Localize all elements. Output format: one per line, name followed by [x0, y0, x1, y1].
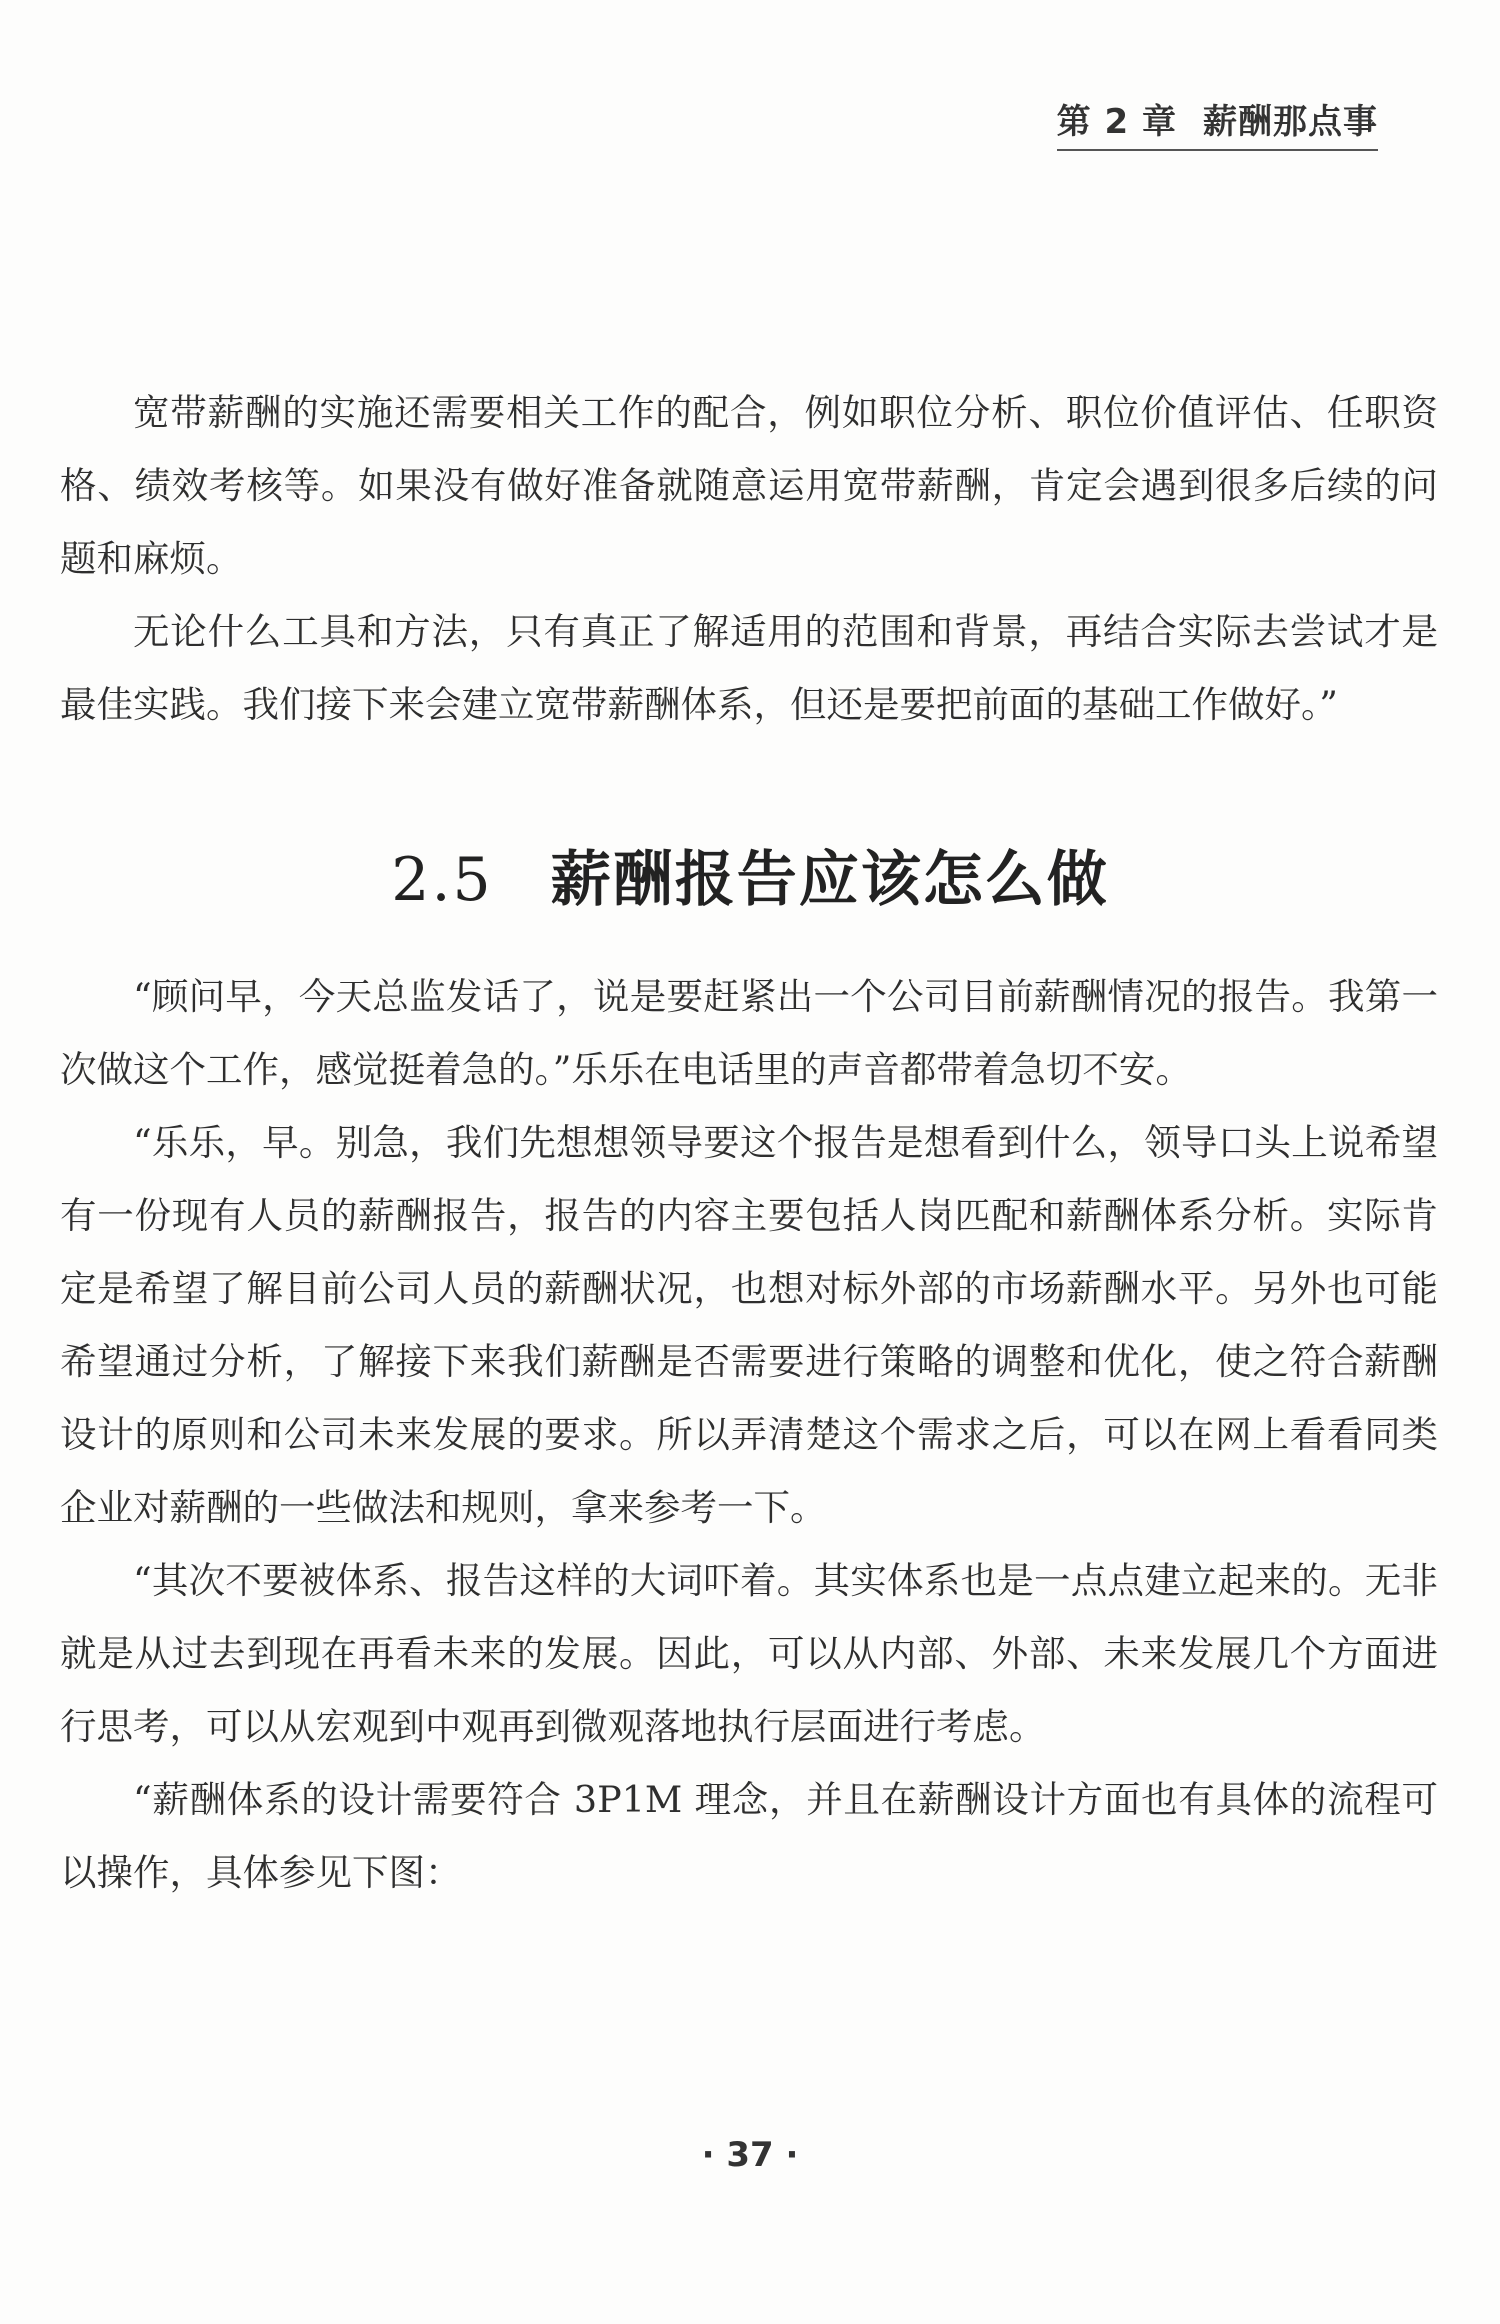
text-block-before-section [60, 376, 1438, 741]
paragraph: 无论什么工具和方法，只有真正了解适用的范围和背景，再结合实际去尝试才是最佳实践。我们接下来会建立宽带薪酬体系，但还是要把前面的基础工作做好。” [60, 610, 1438, 726]
paragraph: “乐乐，早。别急，我们先想想领导要这个报告是想看到什么，领导口头上说希望有一份现有人员的薪酬报告，报告的内容主要包括人岗匹配和薪酬体系分析。实际肯定是希望了解目前公司人员的薪酬状况，也想对标外部的市场薪酬水平。另外也可能希望通过分析，了解接下来我们薪酬是否需要进行策略的调整和优化，使之符合薪酬设计的原则和公司未来发展的要求。所以弄清楚这个需求之后，可以在网上看看同类企业对薪酬的一些做法和规则，拿来参考一下。 [60, 1121, 1438, 1529]
section-heading [0, 832, 1500, 918]
section-title: 薪酬报告应该怎么做 [550, 845, 1109, 915]
paragraph: “其次不要被体系、报告这样的大词吓着。其实体系也是一点点建立起来的。无非就是从过去到现在再看未来的发展。因此，可以从内部、外部、未来发展几个方面进行思考，可以从宏观到中观再到微观落地执行层面进行考虑。 [60, 1559, 1438, 1748]
paragraph: “薪酬体系的设计需要符合 3P1M 理念，并且在薪酬设计方面也有具体的流程可以操作，具体参见下图： [60, 1778, 1438, 1894]
chapter-number: 第 2 章 [1056, 102, 1177, 142]
paragraph: 宽带薪酬的实施还需要相关工作的配合，例如职位分析、职位价值评估、任职资格、绩效考核等。如果没有做好准备就随意运用宽带薪酬，肯定会遇到很多后续的问题和麻烦。 [60, 391, 1438, 580]
paragraph: “顾问早，今天总监发话了，说是要赶紧出一个公司目前薪酬情况的报告。我第一次做这个工作，感觉挺着急的。”乐乐在电话里的声音都带着急切不安。 [60, 975, 1438, 1091]
page-number: · 37 · [701, 2135, 799, 2175]
text-block-after-section [60, 960, 1438, 1909]
running-header [1057, 94, 1378, 151]
section-number: 2.5 [391, 845, 493, 915]
chapter-title: 薪酬那点事 [1203, 102, 1378, 142]
